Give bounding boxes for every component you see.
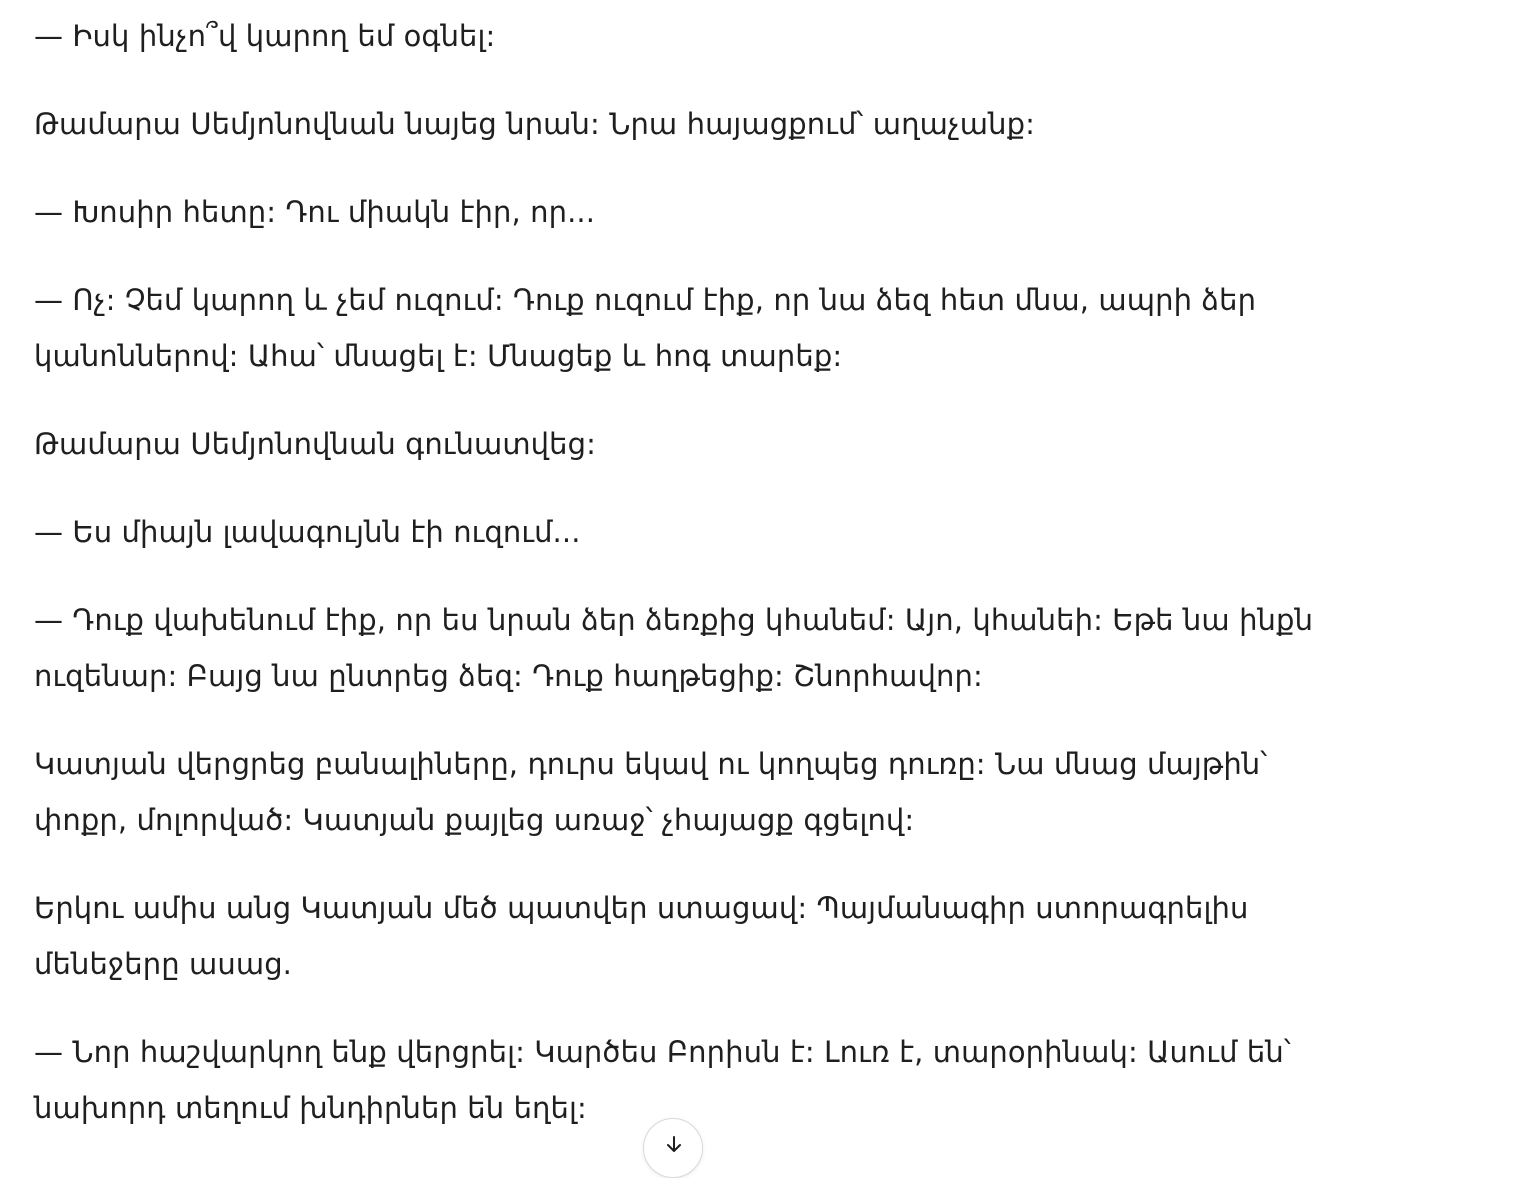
paragraph: Թամարա Սեմյոնովնան գունատվեց: — [34, 427, 596, 461]
paragraph: Երկու ամիս անց Կատյան մեծ պատվեր ստացավ: Պայմանագիր ստորագրելիս մենեջերը ասաց. — [34, 891, 1249, 981]
paragraph: — Խոսիր հետը: Դու միակն էիր, որ... — [34, 195, 596, 229]
arrow-down-icon — [662, 1133, 686, 1157]
scroll-to-bottom-button[interactable] — [643, 1118, 703, 1178]
paragraph: Կատյան վերցրեց բանալիները, դուրս եկավ ու կողպեց դուռը: Նա մնաց մայթին՝ փոքր, մոլորված: Կատյան քայլեց առաջ՝ չհայացք գցելով: — [34, 747, 1268, 837]
paragraph: — Նոր հաշվարկող ենք վերցրել: Կարծես Բորիսն է: Լուռ է, տարօրինակ: Ասում են՝ նախորդ տեղում խնդիրներ են եղել: — [34, 1035, 1291, 1125]
paragraph: — Իսկ ինչո՞վ կարող եմ օգնել: — [34, 19, 496, 53]
paragraph: Թամարա Սեմյոնովնան նայեց նրան: Նրա հայացքում՝ աղաչանք: — [34, 107, 1036, 141]
paragraph: — Ոչ: Չեմ կարող և չեմ ուզում: Դուք ուզում էիք, որ նա ձեզ հետ մնա, ապրի ձեր կանոններով: Ահա՝ մնացել է: Մնացեք և հոգ տարեք: — [34, 283, 1257, 373]
article-body — [34, 8, 1324, 1168]
paragraph: — Ես միայն լավագույնն էի ուզում... — [34, 515, 581, 549]
paragraph: — Դուք վախենում էիք, որ ես նրան ձեր ձեռքից կհանեմ: Այո, կհանեի: Եթե նա ինքն ուզենար: Բայց նա ընտրեց ձեզ: Դուք հաղթեցիք: Շնորհավոր: — [34, 603, 1314, 693]
